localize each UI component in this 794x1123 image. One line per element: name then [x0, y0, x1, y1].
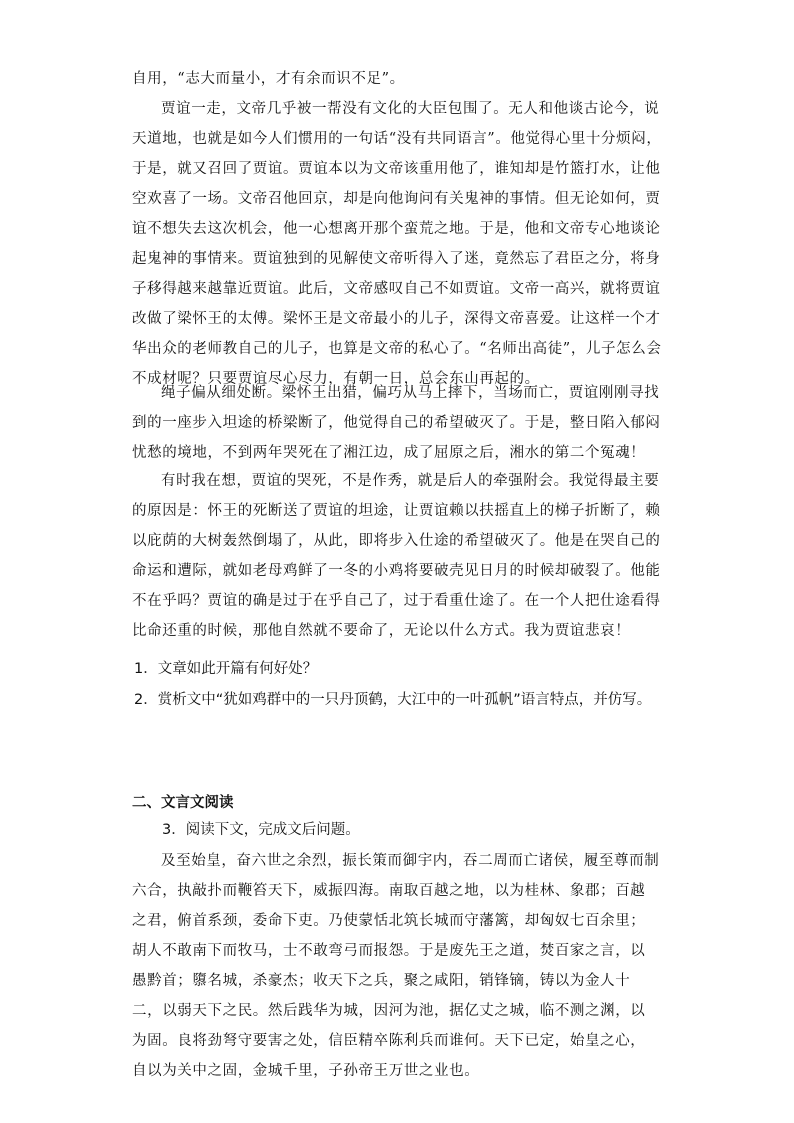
passage-paragraph-1: 贾谊一走，文帝几乎被一帮没有文化的大臣包围了。无人和他谈古论今，说天道地，也就是如今人们惯用的一句话“没有共同语言”。他觉得心里十分烦闷，于是，就又召回了贾谊。贾谊本以为文帝该重用他了，谁知却是竹篮打水，让他空欢喜了一场。文帝召他回京，却是向他询问有关鬼神的事情。但无论如何，贾谊不想失去这次机会，他一心想离开那个蛮荒之地。于是，他和文帝专心地谈论起鬼神的事情来。贾谊独到的见解使文帝听得入了迷，竟然忘了君臣之分，将身子移得越来越靠近贾谊。此后，文帝感叹自己不如贾谊。文帝一高兴，就将贾谊改做了梁怀王的太傅。梁怀王是文帝最小的儿子，深得文帝喜爱。让这样一个才华出众的老师教自己的儿子，也算是文帝的私心了。“名师出高徒”，儿子怎么会不成材呢？只要贾谊尽心尽力，有朝一日，总会东山再起的。: [132, 101, 662, 387]
passage-paragraph-2: 绳子偏从细处断。梁怀王出猎，偏巧从马上摔下，当场而亡，贾谊刚刚寻找到的一座步入坦途的桥梁断了，他觉得自己的希望破灭了。于是，整日陷入郁闷忧愁的境地，不到两年哭死在了湘江边，成了屈原之后，湘水的第二个冤魂！: [132, 385, 661, 461]
passage-paragraph-3: 有时我在想，贾谊的哭死，不是作秀，就是后人的牵强附会。我觉得最主要的原因是：怀王的死断送了贾谊的坦途，让贾谊赖以扶摇直上的梯子折断了，赖以庇荫的大树轰然倒塌了，从此，即将步入仕途的希望破灭了。他是在哭自己的命运和遭际，就如老母鸡鲜了一冬的小鸡将要破壳见日月的时候却破裂了。他能不在乎吗？贾谊的确是过于在乎自己了，过于看重仕途了。在一个人把仕途看得比命还重的时候，那他自然就不要命了，无论以什么方式。我为贾谊悲哀！: [132, 473, 661, 639]
classical-text: 及至始皇，奋六世之余烈，振长策而御宇内，吞二周而亡诸侯，履至尊而制六合，执敲扑而鞭笞天下，威振四海。南取百越之地，以为桂林、象郡；百越之君，俯首系颈，委命下吏。乃使蒙恬北筑长城而守藩篱，却匈奴七百余里；胡人不敢南下而牧马，士不敢弯弓而报怨。于是废先王之道，焚百家之言，以愚黔首；隳名城，杀豪杰；收天下之兵，聚之咸阳，销锋镝，铸以为金人十二，以弱天下之民。然后践华为城，因河为池，据亿丈之城，临不测之渊，以为固。良将劲弩守要害之处，信臣精卒陈利兵而谁何。天下已定，始皇之心，自以为关中之固，金城千里，子孙帝王万世之业也。: [132, 853, 660, 1079]
question-1: 1．文章如此开篇有何好处？: [134, 661, 318, 677]
question-2: 2．赏析文中“犹如鸡群中的一只丹顶鹤，大江中的一叶孤帆”语言特点，并仿写。: [134, 692, 652, 708]
passage-paragraph-0: 自用，“志大而量小，才有余而识不足”。: [132, 71, 405, 87]
question-3: 3．阅读下文，完成文后问题。: [162, 822, 360, 838]
section-heading-classical-chinese: 二、文言文阅读: [132, 795, 234, 811]
